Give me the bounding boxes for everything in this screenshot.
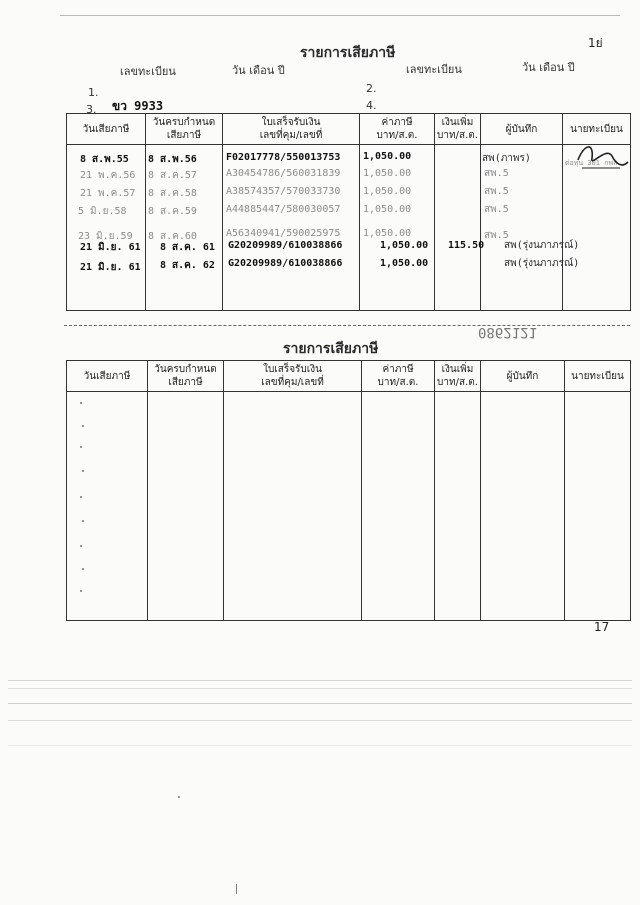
row-6-receipt: G20209989/610038866 [228,240,343,251]
row-5-tax: 1,050.00 [363,228,412,239]
col2-surcharge: เงินเพิ่ม บาท/ส.ต. [435,361,481,392]
row-6-tax: 1,050.00 [380,240,429,251]
scan-line [8,680,632,681]
row-3-recorder: สพ.5 [484,186,509,197]
row-1-pay-date: 8 ส.พ.55 [80,154,129,165]
row-marker-dot [80,545,82,547]
scan-line [8,703,632,704]
row-marker-dot [82,470,84,472]
col2-recorder: ผู้บันทึก [481,361,565,392]
row-3-pay-date: 21 พ.ค.57 [80,188,136,199]
row-4-recorder: สพ.5 [484,204,509,215]
row-2-recorder: สพ.5 [484,168,509,179]
row-5-due-date: 8 ส.ค.60 [148,231,197,242]
row-4-pay-date: 5 มิ.ย.58 [78,206,127,217]
row-1-due-date: 8 ส.พ.56 [148,154,197,165]
scan-line [8,720,632,721]
col2-registrar: นายทะเบียน [565,361,631,392]
row-1-tax: 1,050.00 [363,151,412,162]
reg-num-3: 3. [86,103,97,116]
col-receipt: ใบเสร็จรับเงิน เลขที่คุม/เลขที่ [223,114,360,145]
row-marker-dot [82,520,84,522]
reg-num-2: 2. [366,82,377,95]
page-number-top: 1ย่ [588,36,603,50]
row-6-surcharge: 115.50 [448,240,485,251]
scan-line [8,688,632,689]
row-6-recorder: สพ(รุ่งนภาภรณ์) [504,240,580,251]
row-4-receipt: A44885447/580030057 [226,204,341,215]
scan-line [8,745,632,746]
row-2-due-date: 8 ส.ค.57 [148,170,197,181]
plate-number: ขว 9933 [112,99,164,113]
row-7-receipt: G20209989/610038866 [228,258,343,269]
fold-line [64,325,630,327]
col2-receipt: ใบเสร็จรับเงิน เลขที่คุม/เลขที่ [224,361,362,392]
row-5-receipt: A56340941/590025975 [226,228,341,239]
row-6-pay-date: 21 มิ.ย. 61 [80,242,141,253]
table2-header-row [67,361,631,392]
row-1-recorder: สพ(ภาพร) [482,153,531,164]
table-header-row [67,114,631,145]
row-1-registrar: ต่อทุน 301 กพส [565,159,618,167]
page-number-bottom: 17 [594,620,610,634]
row-3-due-date: 8 ส.ค.58 [148,188,197,199]
row-2-pay-date: 21 พ.ค.56 [80,170,136,181]
row-6-due-date: 8 ส.ค. 61 [160,242,215,253]
col-registrar: นายทะเบียน [563,114,631,145]
section-title-1: รายการเสียภาษี [300,45,396,61]
reg-num-1: 1. [88,86,99,99]
mirrored-strip-text: 0862121 [478,324,538,340]
row-marker-dot [80,496,82,498]
reg-label-1: เลขทะเบียน [120,65,176,78]
col-surcharge: เงินเพิ่ม บาท/ส.ต. [435,114,481,145]
row-3-tax: 1,050.00 [363,186,412,197]
row-2-tax: 1,050.00 [363,168,412,179]
col2-due-date: วันครบกำหนด เสียภาษี [148,361,224,392]
col-recorder: ผู้บันทึก [481,114,563,145]
row-marker-dot [80,446,82,448]
top-edge-line [60,15,620,16]
tax-table-2 [66,360,631,621]
scan-speck [236,884,237,894]
date-label-1: วัน เดือน ปี [232,64,285,77]
row-7-recorder: สพ(รุ่งนภาภรณ์) [504,258,580,269]
scan-speck [178,796,180,798]
row-3-receipt: A38574357/570033730 [226,186,341,197]
row-4-tax: 1,050.00 [363,204,412,215]
date-label-2: วัน เดือน ปี [522,61,575,74]
reg-num-4: 4. [366,99,377,112]
section-title-2: รายการเสียภาษี [283,341,379,357]
row-5-pay-date: 23 มิ.ย.59 [78,231,133,242]
row-4-due-date: 8 ส.ค.59 [148,206,197,217]
table2-body [67,392,631,621]
row-7-due-date: 8 ส.ค. 62 [160,260,215,271]
row-marker-dot [82,568,84,570]
row-1-receipt: F02017778/550013753 [226,152,341,163]
row-marker-dot [80,402,82,404]
col-due-date: วันครบกำหนด เสียภาษี [146,114,223,145]
reg-label-2: เลขทะเบียน [406,63,462,76]
row-marker-dot [82,425,84,427]
row-marker-dot [80,590,82,592]
signature-mark [572,138,632,178]
row-5-recorder: สพ.5 [484,230,509,241]
col2-tax: ค่าภาษี บาท/ส.ต. [362,361,435,392]
col-pay-date: วันเสียภาษี [67,114,146,145]
col2-pay-date: วันเสียภาษี [67,361,148,392]
row-7-pay-date: 21 มิ.ย. 61 [80,262,141,273]
col-tax: ค่าภาษี บาท/ส.ต. [360,114,435,145]
row-7-tax: 1,050.00 [380,258,429,269]
row-2-receipt: A30454786/560031839 [226,168,341,179]
